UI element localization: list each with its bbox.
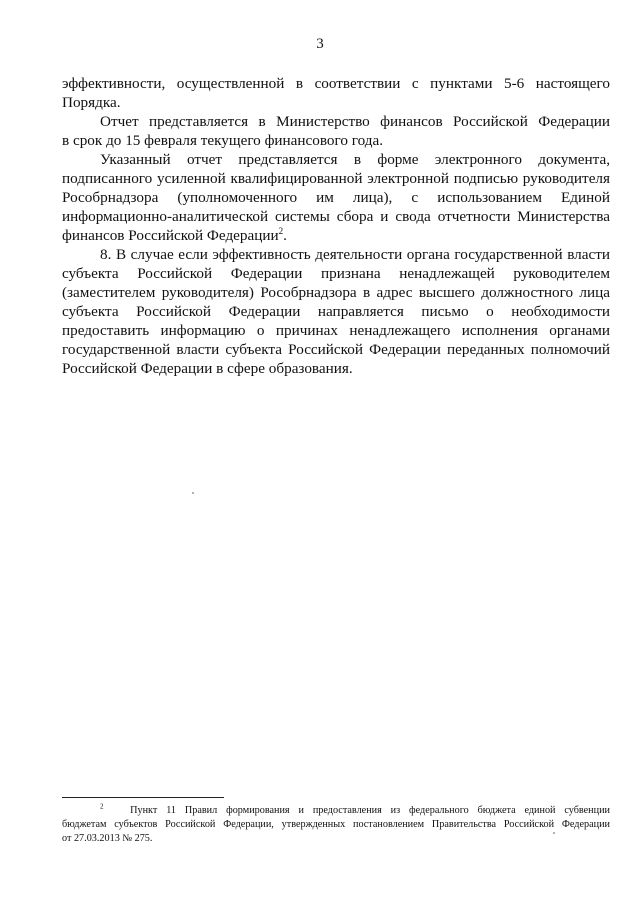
- body-line: (заместителем руководителя) Рособрнадзора в адрес высшего должностного лица: [62, 284, 610, 301]
- scan-speck: [553, 832, 555, 834]
- body-line: эффективности, осуществленной в соответствии с пунктами 5-6 настоящего: [62, 75, 610, 92]
- body-line: субъекта Российской Федерации направляется письмо о необходимости: [62, 303, 610, 320]
- body-line: Отчет представляется в Министерство финансов Российской Федерации: [100, 113, 610, 130]
- body-line: Указанный отчет представляется в форме электронного документа,: [100, 151, 610, 168]
- body-line: Рособрнадзора (уполномоченного им лица), с использованием Единой: [62, 189, 610, 206]
- body-line: информационно-аналитической системы сбора и свода отчетности Министерства: [62, 208, 610, 225]
- body-line: Российской Федерации в сфере образования.: [62, 360, 353, 377]
- body-line-with-footnote-ref: [62, 226, 610, 245]
- body-line: подписанного усиленной квалифицированной электронной подписью руководителя: [62, 170, 610, 187]
- footnote-text: Пункт 11 Правил формирования и предоставления из федерального бюджета единой субвенции: [130, 805, 610, 816]
- body-line: 8. В случае если эффективность деятельности органа государственной власти: [100, 246, 610, 263]
- body-line: предоставить информацию о причинах ненадлежащего исполнения органами: [62, 322, 610, 339]
- body-line: государственной власти субъекта Российской Федерации переданных полномочий: [62, 341, 610, 358]
- page-number: 3: [316, 36, 324, 52]
- footnote-separator: [62, 797, 224, 798]
- scan-speck: [192, 492, 194, 494]
- footnote-line: от 27.03.2013 № 275.: [62, 833, 153, 844]
- footnote-line: бюджетам субъектов Российской Федерации, утвержденных постановлением Правительства Российской Федерации: [62, 819, 610, 830]
- body-line-text: финансов Российской Федерации: [62, 227, 279, 244]
- body-line: в срок до 15 февраля текущего финансового года.: [62, 132, 384, 149]
- body-line: Порядка.: [62, 94, 121, 111]
- body-line: субъекта Российской Федерации признана ненадлежащей руководителем: [62, 265, 610, 282]
- footnote-reference-suffix: .: [283, 227, 287, 244]
- footnote-line: [100, 804, 610, 818]
- footnote-marker: 2: [100, 802, 104, 811]
- footnote-reference: 2: [278, 225, 284, 236]
